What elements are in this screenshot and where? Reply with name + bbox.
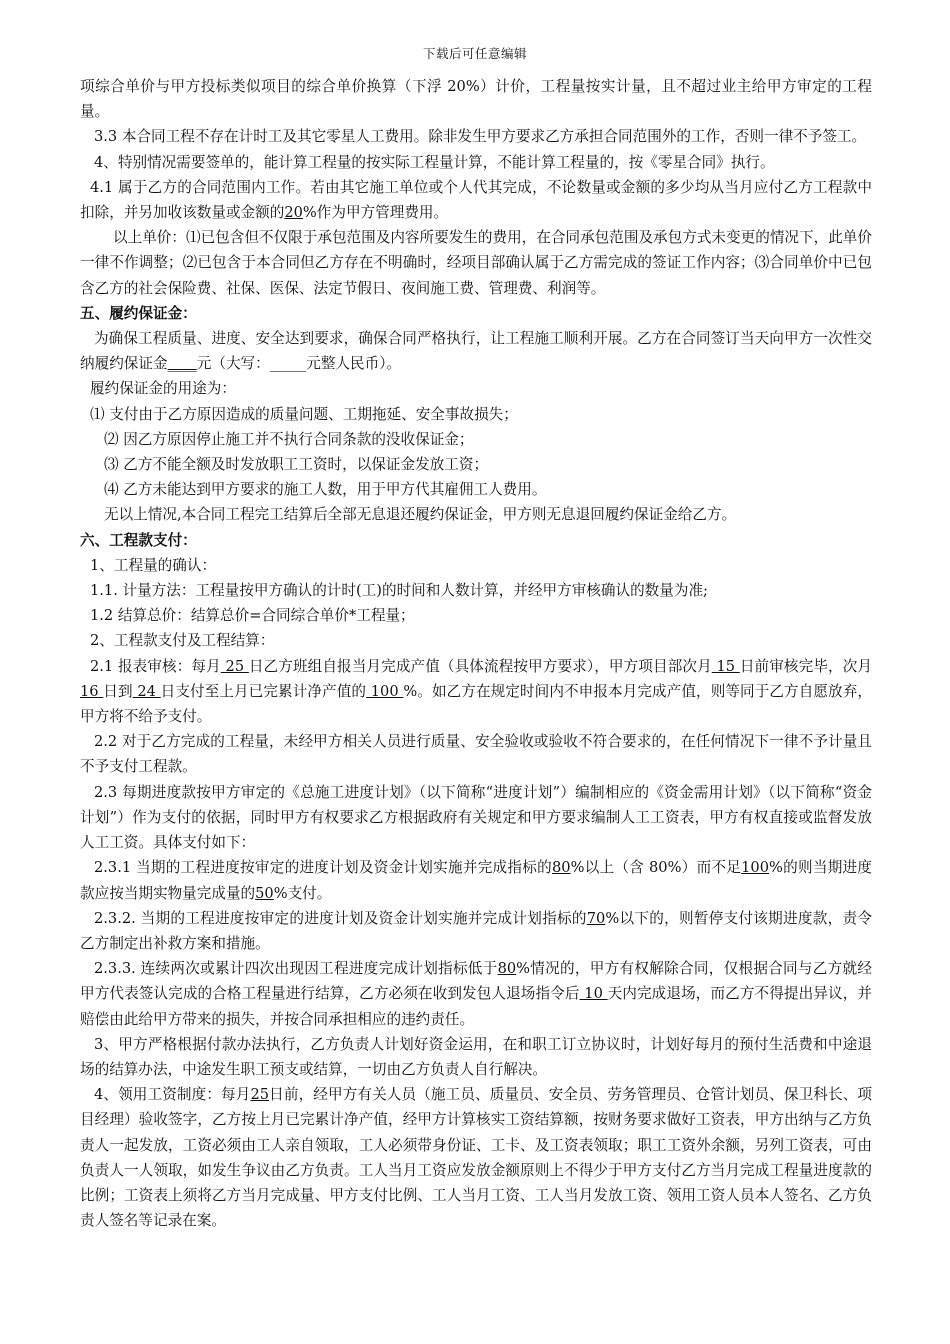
paragraph: 1.1. 计量方法：工程量按甲方确认的计时(工)的时间和人数计算，并经甲方审核确认的数量为准; xyxy=(90,582,708,600)
section-heading: 五、履约保证金： xyxy=(80,304,197,322)
paragraph: 2.3.2. 当期的工程进度按审定的进度计划及资金计划实施并完成计划指标的70%以下的，则暂停支付该期进度款，责令乙方制定出补救方案和措施。 xyxy=(80,909,872,952)
document-body xyxy=(80,74,872,1233)
paragraph: 2、工程款支付及工程结算： xyxy=(90,632,275,650)
paragraph: 1.2 结算总价：结算总价=合同综合单价*工程量； xyxy=(90,607,415,625)
paragraph: 2.3 每期进度款按甲方审定的《总施工进度计划》（以下简称“进度计划”）编制相应的《资金需用计划》（以下简称“资金计划”）作为支付的依据，同时甲方有权要求乙方根据政府有关规定和甲方要求编制人工工资表，甲方有权直接或监督发放人工工资。具体支付如下： xyxy=(80,783,872,852)
paragraph: 4.1 属于乙方的合同范围内工作。若由其它施工单位或个人代其完成，不论数量或金额的多少均从当月应付乙方工程款中扣除，并另加收该数量或金额的20%作为甲方管理费用。 xyxy=(80,178,872,222)
page-header: 下载后可任意编辑 xyxy=(422,46,527,61)
list-item: ⑵ 因乙方原因停止施工并不执行合同条款的没收保证金； xyxy=(104,430,474,448)
paragraph: 2.1 报表审核：每月 25 日乙方班组自报当月完成产值（具体流程按甲方要求），甲方项目部次月 15 日前审核完毕，次月 16 日到 24 日支付至上月已完累计净产值的 100 %。如乙方在规定时间内不申报本月完成产值，则等同于乙方自愿放弃，甲方将不给予支付。 xyxy=(80,657,872,726)
paragraph: 为确保工程质量、进度、安全达到要求，确保合同严格执行，让工程施工顺利开展。乙方在合同签订当天向甲方一次性交纳履约保证金____元（大写：_____元整人民币）。 xyxy=(80,330,872,373)
section-heading: 六、工程款支付： xyxy=(80,531,197,549)
list-item: ⑶ 乙方不能全额及时发放职工工资时，以保证金发放工资； xyxy=(104,456,489,474)
paragraph: 3、甲方严格根据付款办法执行，乙方负责人计划好资金运用，在和职工订立协议时，计划好每月的预付生活费和中途退场的结算办法，中途发生职工预支或结算，一切由乙方负责人自行解决。 xyxy=(80,1035,872,1078)
paragraph: 2.3.1 当期的工程进度按审定的进度计划及资金计划实施并完成指标的80%以上（含 80%）而不足100%的则当期进度款应按当期实物量完成量的50%支付。 xyxy=(80,859,872,902)
paragraph: 无以上情况,本合同工程完工结算后全部无息退还履约保证金，甲方则无息退回履约保证金给乙方。 xyxy=(104,506,737,524)
paragraph: 4、领用工资制度：每月25日前，经甲方有关人员（施工员、质量员、安全员、劳务管理员、仓管计划员、保卫科长、项目经理）验收签字，乙方按上月已完累计净产值，经甲方计算核实工资结算额，按财务要求做好工资表，甲方出纳与乙方负责人一起发放，工资必须由工人亲自领取，工人必须带身份证、工卡、及工资表领取；职工工资外余额，另列工资表，可由负责人一人领取，如发生争议由乙方负责。工人当月工资应发放金额原则上不得少于甲方支付乙方当月完成工程量进度款的比例；工资表上须将乙方当月完成量、甲方支付比例、工人当月工资、工人当月发放工资、领用工资人员本人签名、乙方负责人签名等记录在案。 xyxy=(80,1086,872,1230)
paragraph: 2.2 对于乙方完成的工程量，未经甲方相关人员进行质量、安全验收或验收不符合要求的，在任何情况下一律不予计量且不予支付工程款。 xyxy=(80,733,872,776)
paragraph: 履约保证金的用途为： xyxy=(90,380,236,398)
list-item: ⑴ 支付由于乙方原因造成的质量问题、工期拖延、安全事故损失； xyxy=(90,405,518,423)
paragraph: 3.3 本合同工程不存在计时工及其它零星人工费用。除非发生甲方要求乙方承担合同范围外的工作，否则一律不予签工。 xyxy=(94,128,867,146)
paragraph: 项综合单价与甲方投标类似项目的综合单价换算（下浮 20%）计价，工程量按实计量，且不超过业主给甲方审定的工程量。 xyxy=(80,78,872,121)
paragraph: 1、工程量的确认： xyxy=(90,556,217,574)
paragraph: 以上单价：⑴已包含但不仅限于承包范围及内容所要发生的费用，在合同承包范围及承包方式未变更的情况下，此单价一律不作调整；⑵已包含于本合同但乙方存在不明确时，经项目部确认属于乙方需完成的签证工作内容；⑶合同单价中已包含乙方的社会保险费、社保、医保、法定节假日、夜间施工费、管理费、利润等。 xyxy=(80,229,872,297)
list-item: ⑷ 乙方未能达到甲方要求的施工人数，用于甲方代其雇佣工人费用。 xyxy=(104,481,547,499)
paragraph: 2.3.3. 连续两次或累计四次出现因工程进度完成计划指标低于80%情况的，甲方有权解除合同，仅根据合同与乙方就经甲方代表签认完成的合格工程量进行结算，乙方必须在收到发包人退场指令后 10 天内完成退场，而乙方不得提出异议，并赔偿由此给甲方带来的损失，并按合同承担相应的违约责任。 xyxy=(80,960,872,1028)
paragraph: 4、特别情况需要签单的，能计算工程量的按实际工程量计算，不能计算工程量的，按《零星合同》执行。 xyxy=(94,153,775,171)
